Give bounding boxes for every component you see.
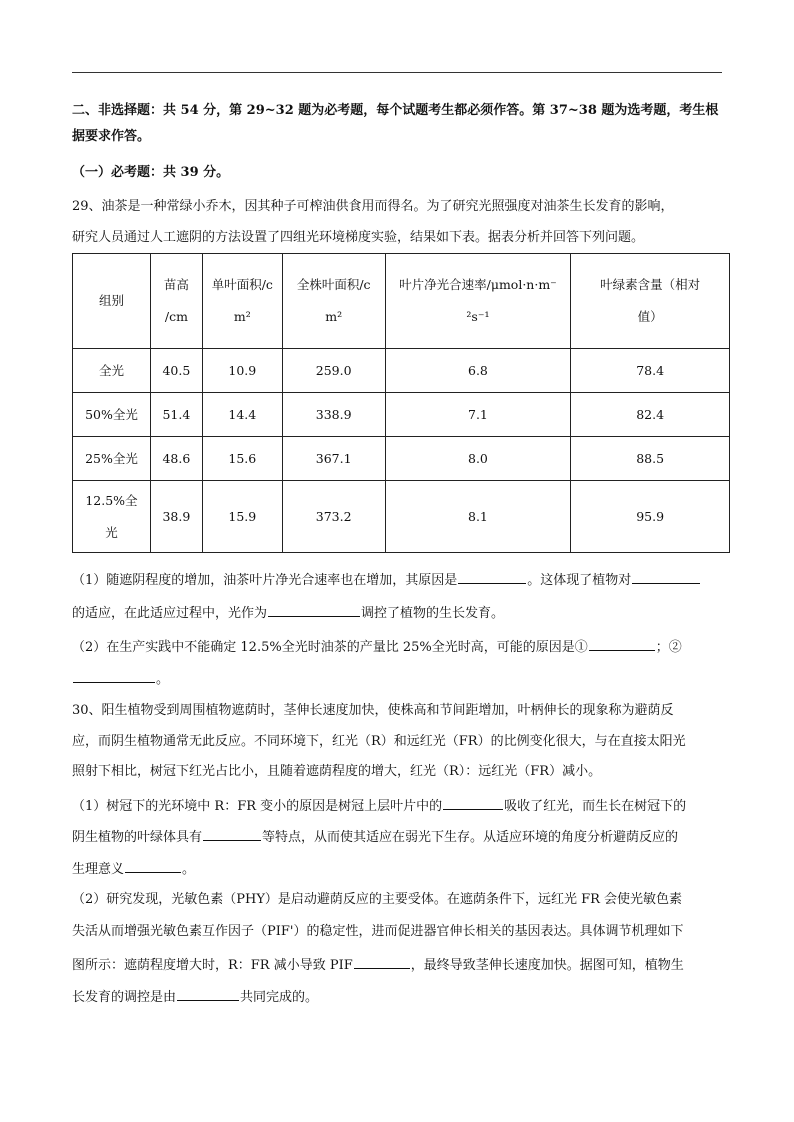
header-leaf-area: 单叶面积/c m² <box>202 254 282 349</box>
q29-intro: 29、油茶是一种常绿小乔木，因其种子可榨油供食用而得名。为了研究光照强度对油茶生长发育的影响， <box>72 199 674 214</box>
cell-rate: 8.0 <box>385 437 571 481</box>
q30-intro-cont2: 照射下相比，树冠下红光占比小，且随着遮荫程度的增大，红光（R）：远红光（FR）减小。 <box>72 764 602 779</box>
cell-leaf-area: 15.6 <box>202 437 282 481</box>
cell-chlorophyll: 95.9 <box>571 481 730 553</box>
q29-intro-cont: 研究人员通过人工遮阴的方法设置了四组光环境梯度实验，结果如下表。据表分析并回答下列问题。 <box>72 230 645 245</box>
table-row <box>73 349 730 393</box>
results-table <box>72 253 730 553</box>
q30-sub1-cont: 阴生植物的叶绿体具有 等特点，从而使其适应在弱光下生存。从适应环境的角度分析避荫反应的 <box>72 826 732 848</box>
q30-sub2: （2）研究发现，光敏色素（PHY）是启动避荫反应的主要受体。在遮荫条件下，远红光 FR 会使光敏色素 <box>72 892 683 907</box>
q29-sub1-cont: 的适应，在此适应过程中，光作为 调控了植物的生长发育。 <box>72 602 732 624</box>
cell-height: 38.9 <box>150 481 202 553</box>
q30-sub2-cont3: 长发育的调控是由 共同完成的。 <box>72 986 732 1008</box>
header-height: 苗高 /cm <box>150 254 202 349</box>
cell-rate: 6.8 <box>385 349 571 393</box>
q29-sub2-cont: 。 <box>72 668 732 690</box>
answer-blank[interactable] <box>354 954 410 969</box>
cell-group: 50%全光 <box>73 393 151 437</box>
q30-sub1-cont2: 生理意义 。 <box>72 858 732 880</box>
header-total-area: 全株叶面积/c m² <box>282 254 385 349</box>
answer-blank[interactable] <box>458 569 526 584</box>
cell-group: 25%全光 <box>73 437 151 481</box>
cell-total-area: 259.0 <box>282 349 385 393</box>
answer-blank[interactable] <box>632 569 700 584</box>
header-group: 组别 <box>73 254 151 349</box>
cell-total-area: 338.9 <box>282 393 385 437</box>
table-row <box>73 437 730 481</box>
cell-total-area: 373.2 <box>282 481 385 553</box>
cell-chlorophyll: 88.5 <box>571 437 730 481</box>
q30-intro: 30、阳生植物受到周围植物遮荫时，茎伸长速度加快，使株高和节间距增加，叶柄伸长的现象称为避荫反 <box>72 703 674 718</box>
answer-blank[interactable] <box>73 668 155 683</box>
answer-blank[interactable] <box>203 826 261 841</box>
q30-intro-cont: 应，而阴生植物通常无此反应。不同环境下，红光（R）和远红光（FR）的比例变化很大，与在直接太阳光 <box>72 734 686 749</box>
cell-height: 51.4 <box>150 393 202 437</box>
header-chlorophyll: 叶绿素含量（相对 值） <box>571 254 730 349</box>
cell-height: 40.5 <box>150 349 202 393</box>
required-heading: （一）必考题：共 39 分。 <box>72 165 230 180</box>
answer-blank[interactable] <box>589 636 655 651</box>
section-heading-cont: 据要求作答。 <box>72 129 151 144</box>
cell-chlorophyll: 82.4 <box>571 393 730 437</box>
cell-group: 全光 <box>73 349 151 393</box>
cell-height: 48.6 <box>150 437 202 481</box>
answer-blank[interactable] <box>443 795 503 810</box>
answer-blank[interactable] <box>177 986 239 1001</box>
q30-sub1: （1）树冠下的光环境中 R：FR 变小的原因是树冠上层叶片中的 吸收了红光，而生长在树冠下的 <box>72 795 732 817</box>
table-row <box>73 393 730 437</box>
answer-blank[interactable] <box>268 602 360 617</box>
cell-chlorophyll: 78.4 <box>571 349 730 393</box>
q29-sub1: （1）随遮阴程度的增加，油茶叶片净光合速率也在增加，其原因是 。这体现了植物对 <box>72 569 732 591</box>
cell-rate: 8.1 <box>385 481 571 553</box>
table-header-row <box>73 254 730 349</box>
cell-group: 12.5%全 光 <box>73 481 151 553</box>
q29-sub2: （2）在生产实践中不能确定 12.5%全光时油茶的产量比 25%全光时高，可能的原因是① ；② <box>72 636 732 658</box>
table-row <box>73 481 730 553</box>
q30-sub2-cont2: 图所示：遮荫程度增大时，R：FR 减小导致 PIF ，最终导致茎伸长速度加快。据图可知，植物生 <box>72 954 732 976</box>
cell-leaf-area: 15.9 <box>202 481 282 553</box>
cell-rate: 7.1 <box>385 393 571 437</box>
answer-blank[interactable] <box>125 858 181 873</box>
cell-leaf-area: 14.4 <box>202 393 282 437</box>
cell-total-area: 367.1 <box>282 437 385 481</box>
section-heading: 二、非选择题：共 54 分，第 29~32 题为必考题，每个试题考生都必须作答。第 37~38 题为选考题，考生根 <box>72 103 719 118</box>
header-rate: 叶片净光合速率/μmol·n·m⁻ ²s⁻¹ <box>385 254 571 349</box>
cell-leaf-area: 10.9 <box>202 349 282 393</box>
q30-sub2-cont: 失活从而增强光敏色素互作因子（PIF'）的稳定性，进而促进器官伸长相关的基因表达。具体调节机理如下 <box>72 924 684 939</box>
header-rule <box>72 72 722 73</box>
